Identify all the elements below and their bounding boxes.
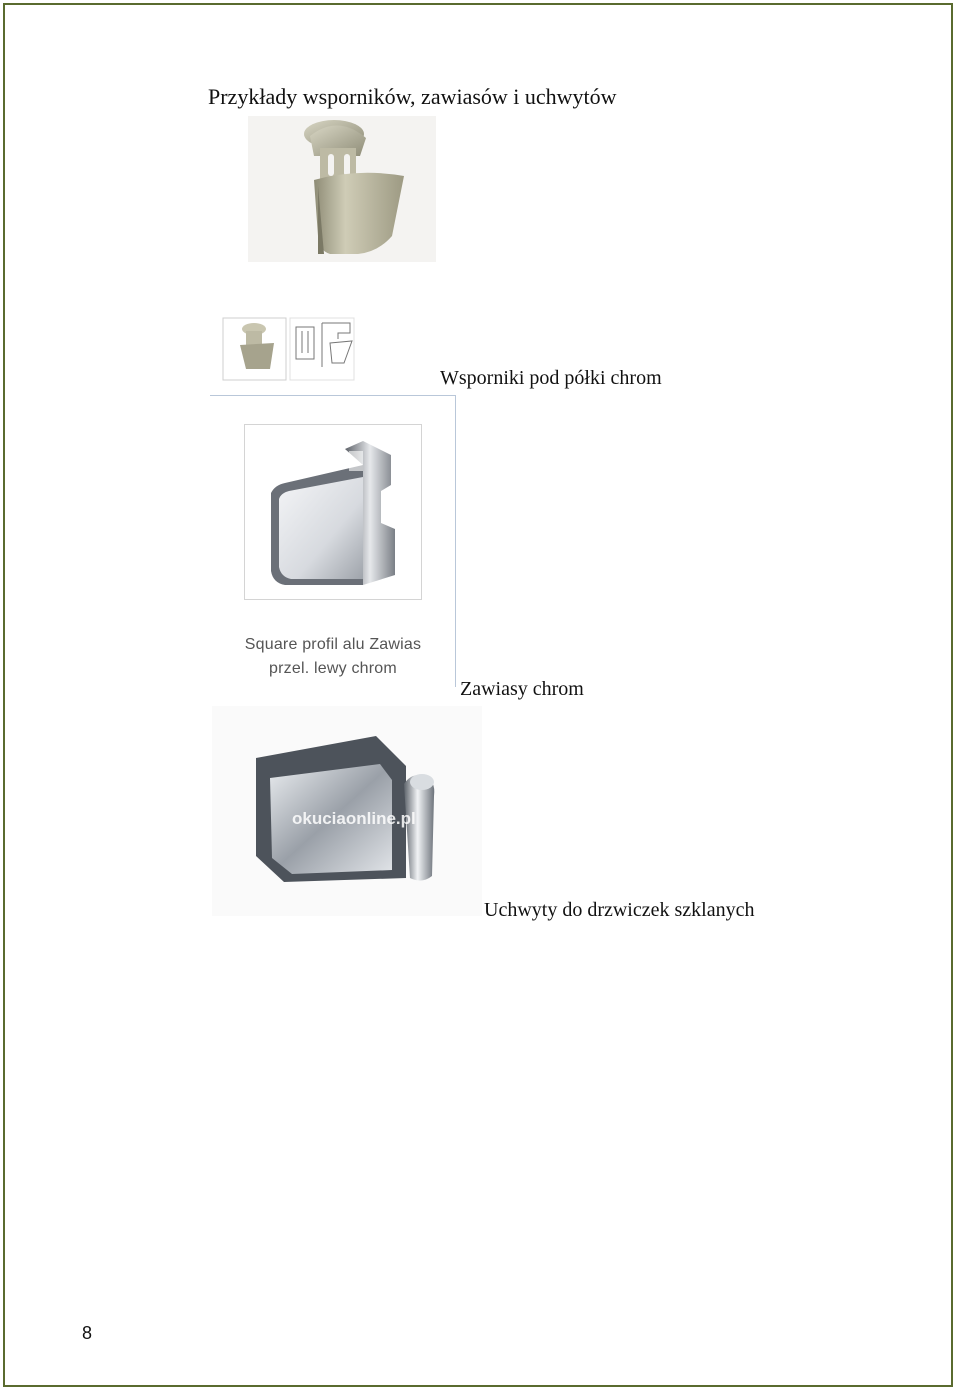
hinge-product-card <box>210 395 456 687</box>
caption-handles: Uchwyty do drzwiczek szklanych <box>484 899 755 921</box>
hinge-photo <box>244 424 422 600</box>
page-title: Przykłady wsporników, zawiasów i uchwytów <box>208 84 617 109</box>
hinge-label-line1: Square profil alu Zawias <box>244 636 422 653</box>
shelf-bracket-photo <box>248 116 436 262</box>
bracket-thumbnails <box>220 315 360 383</box>
watermark-text: okuciaonline.pl <box>292 809 416 828</box>
glass-door-handle-photo <box>212 706 482 916</box>
caption-hinges: Zawiasy chrom <box>460 678 584 700</box>
caption-brackets: Wsporniki pod półki chrom <box>440 367 662 389</box>
hinge-label-line2: przel. lewy chrom <box>269 660 397 677</box>
page-number: 8 <box>82 1323 93 1343</box>
